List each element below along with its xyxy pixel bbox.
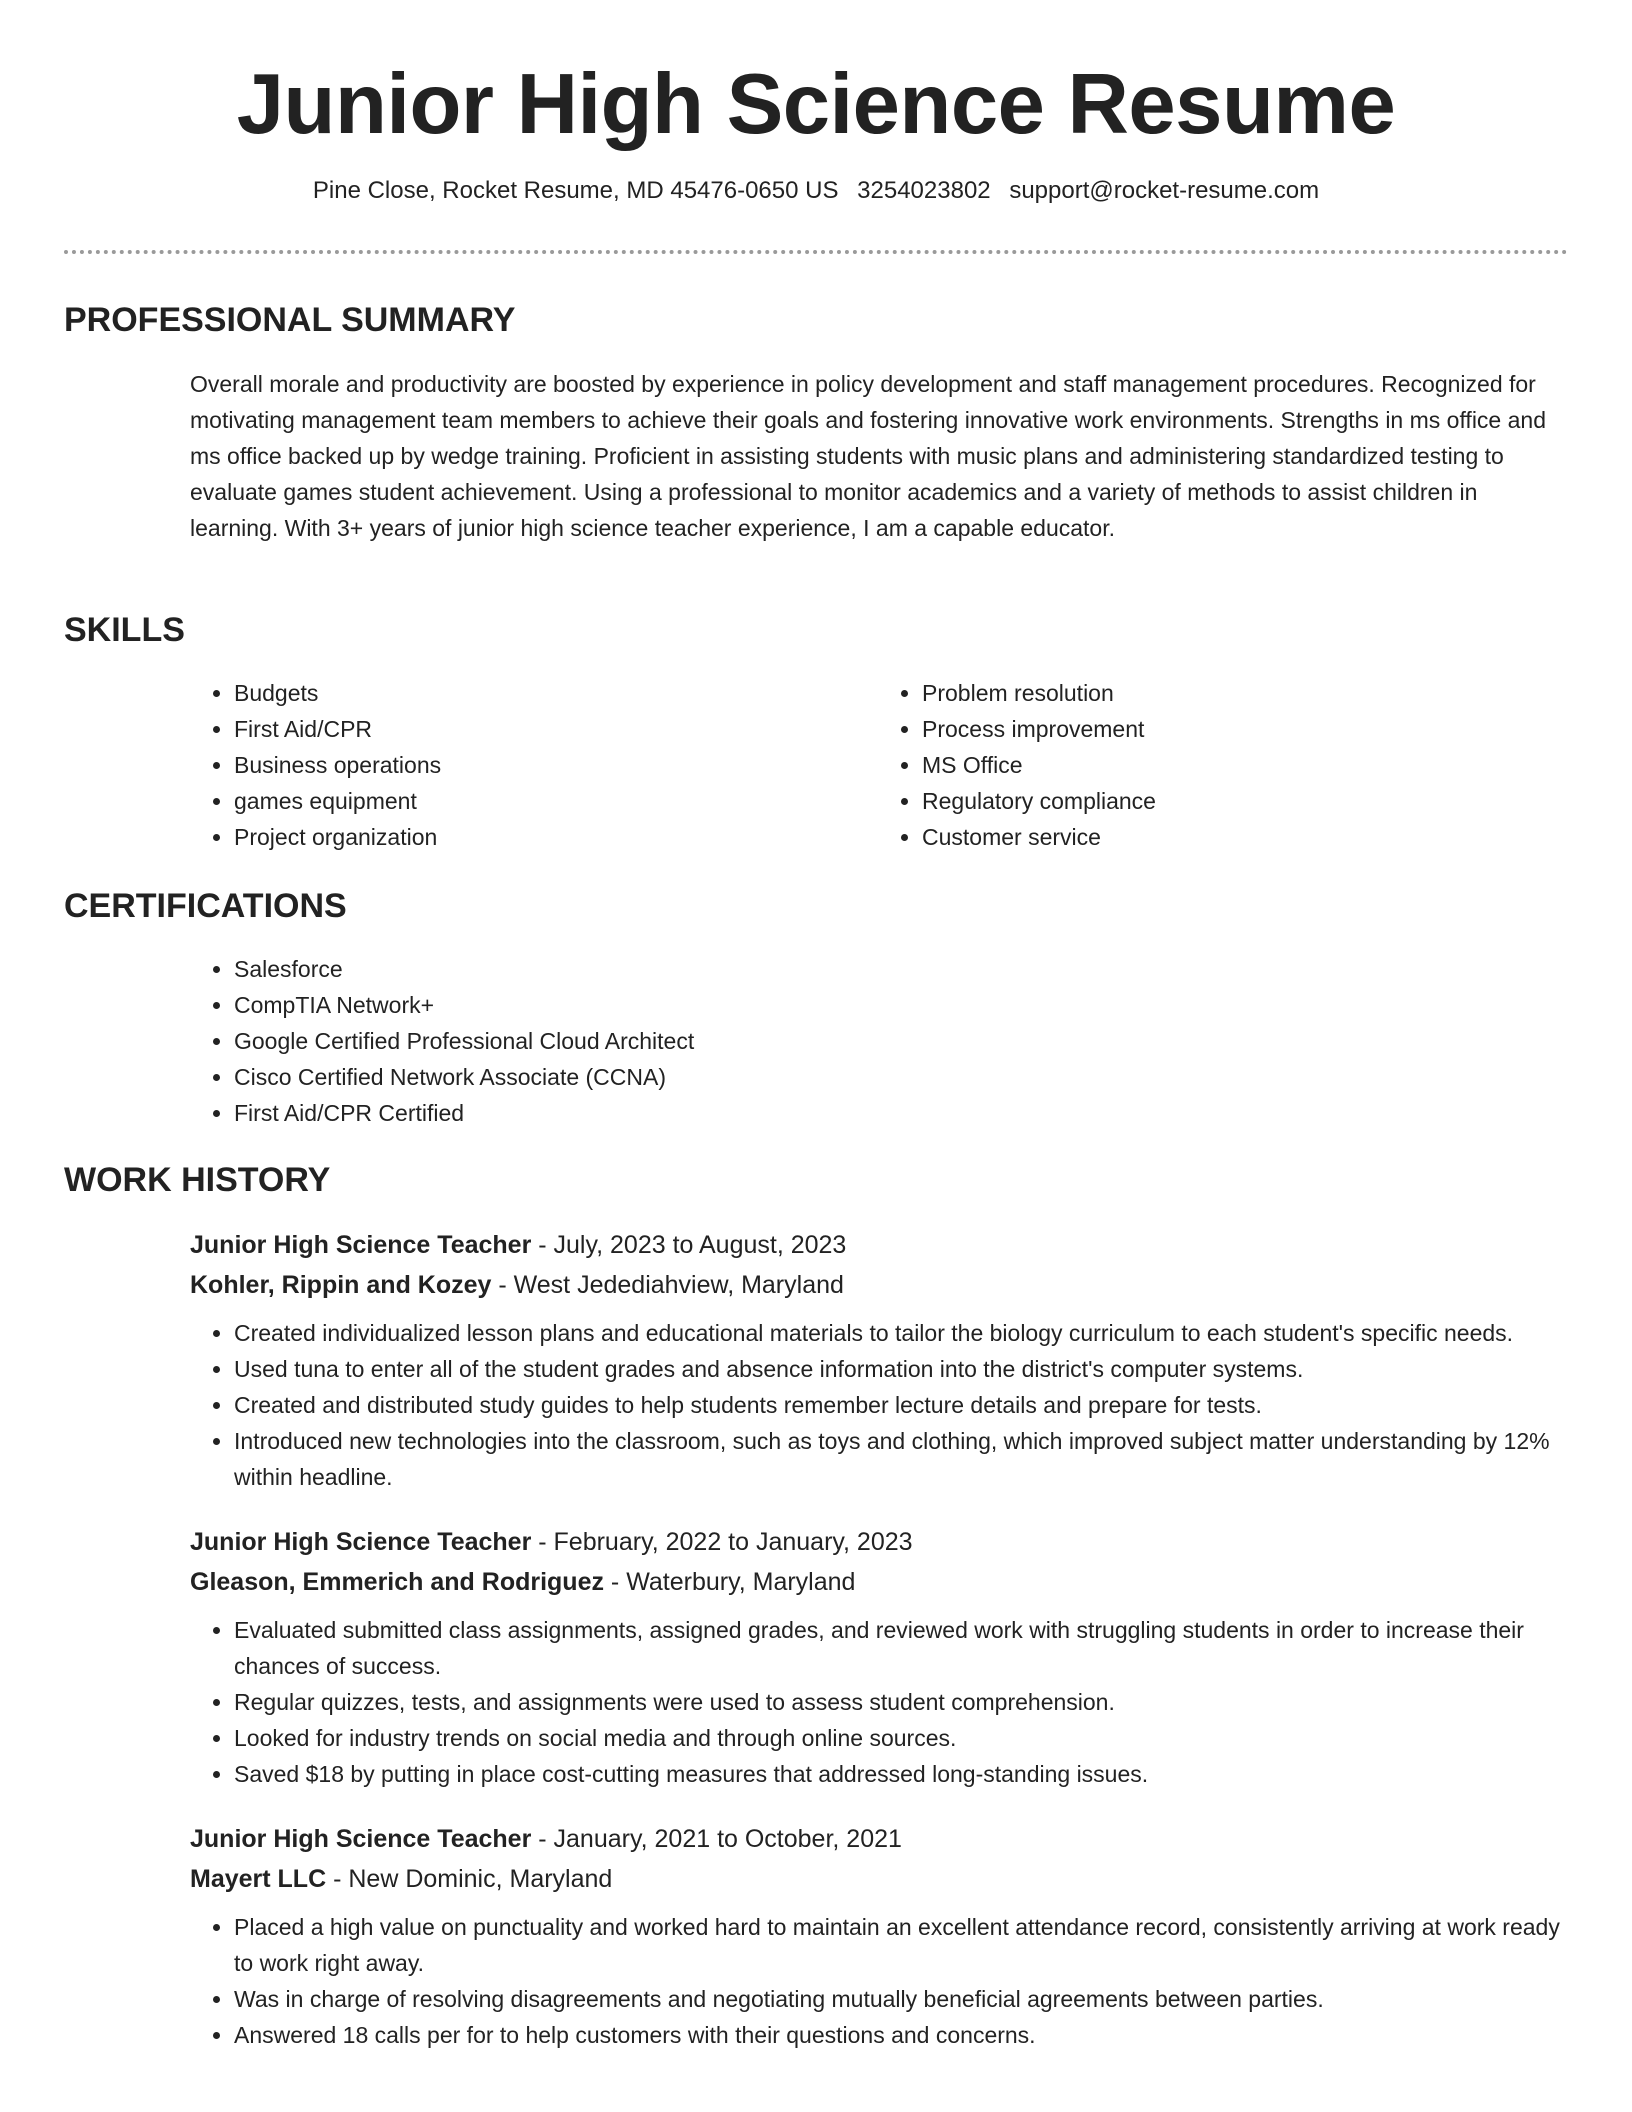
header-divider — [64, 250, 1568, 254]
resume-header — [64, 48, 1568, 208]
job-bullet: • Introduced new technologies into the classroom, such as toys and clothing, which improved subject matter understanding by 12% within headline. — [234, 1423, 1566, 1495]
job-bullet: • Created and distributed study guides to help students remember lecture details and prepare for tests. — [234, 1387, 1566, 1423]
contact-phone: 3254023802 — [857, 177, 991, 204]
job-dates: - February, 2022 to January, 2023 — [531, 1528, 913, 1556]
skill-item: • games equipment — [234, 783, 878, 819]
job-bullet: • Evaluated submitted class assignments, assigned grades, and reviewed work with struggling students in order to increase their chances of success. — [234, 1612, 1566, 1684]
job-entry — [190, 1819, 1566, 2053]
job-bullet: • Looked for industry trends on social media and through online sources. — [234, 1720, 1566, 1756]
job-bullet: • Created individualized lesson plans and educational materials to tailor the biology curriculum to each student's specific needs. — [234, 1315, 1566, 1351]
skill-item: • First Aid/CPR — [234, 711, 878, 747]
certification-item: • Google Certified Professional Cloud Architect — [234, 1023, 1566, 1059]
certification-item: • CompTIA Network+ — [234, 987, 1566, 1023]
contact-address: Pine Close, Rocket Resume, MD 45476-0650 US — [312, 177, 839, 204]
job-bullets — [190, 1909, 1566, 2053]
job-company: Gleason, Emmerich and Rodriguez — [190, 1568, 604, 1596]
skill-item: • Budgets — [234, 675, 878, 711]
resume-title: Junior High Science Resume — [236, 57, 1396, 152]
job-bullets — [190, 1315, 1566, 1495]
certifications-body — [190, 951, 1566, 1131]
job-dates: - January, 2021 to October, 2021 — [531, 1825, 902, 1853]
skill-item: • MS Office — [922, 747, 1566, 783]
skills-list-right — [878, 675, 1566, 855]
skill-item: • Regulatory compliance — [922, 783, 1566, 819]
skills-columns — [190, 675, 1566, 855]
certifications-heading: CERTIFICATIONS — [64, 887, 347, 925]
contact-line — [64, 174, 1568, 208]
job-company-line — [190, 1265, 1566, 1305]
job-bullet: • Answered 18 calls per for to help customers with their questions and concerns. — [234, 2017, 1566, 2053]
job-bullet: • Saved $18 by putting in place cost-cutting measures that addressed long-standing issues. — [234, 1756, 1566, 1792]
job-bullet: • Used tuna to enter all of the student grades and absence information into the district's computer systems. — [234, 1351, 1566, 1387]
summary-body — [190, 366, 1566, 546]
contact-email: support@rocket-resume.com — [1009, 177, 1320, 204]
job-bullet: • Regular quizzes, tests, and assignments were used to assess student comprehension. — [234, 1684, 1566, 1720]
job-role-line — [190, 1522, 1566, 1562]
job-location: - New Dominic, Maryland — [326, 1865, 613, 1893]
job-entry — [190, 1522, 1566, 1792]
certification-item: • Salesforce — [234, 951, 1566, 987]
job-bullets — [190, 1612, 1566, 1792]
certifications-list — [190, 951, 1566, 1131]
skills-body — [190, 675, 1566, 855]
skill-item: • Problem resolution — [922, 675, 1566, 711]
skills-heading: SKILLS — [64, 611, 185, 649]
job-entry — [190, 1225, 1566, 1495]
certification-item: • Cisco Certified Network Associate (CCNA) — [234, 1059, 1566, 1095]
skill-item: • Process improvement — [922, 711, 1566, 747]
job-company-line — [190, 1562, 1566, 1602]
summary-text: Overall morale and productivity are boosted by experience in policy development and staff management procedures. Recognized for motivating management team members to achieve their goals and fostering innovative work environments. Strengths in ms office and ms office backed up by wedge training. Proficient in assisting students with music plans and administering standardized testing to evaluate games student achievement. Using a professional to monitor academics and a variety of methods to assist children in learning. With 3+ years of junior high science teacher experience, I am a capable educator. — [190, 371, 1546, 541]
job-bullet: • Placed a high value on punctuality and worked hard to maintain an excellent attendance record, consistently arriving at work ready to work right away. — [234, 1909, 1566, 1981]
certification-item: • First Aid/CPR Certified — [234, 1095, 1566, 1131]
work-history-body — [190, 1225, 1566, 2080]
job-role: Junior High Science Teacher — [190, 1825, 532, 1853]
job-dates: - July, 2023 to August, 2023 — [531, 1231, 847, 1259]
skill-item: • Business operations — [234, 747, 878, 783]
job-role: Junior High Science Teacher — [190, 1528, 532, 1556]
work-history-heading: WORK HISTORY — [64, 1161, 331, 1199]
job-location: - Waterbury, Maryland — [603, 1568, 856, 1596]
job-role-line — [190, 1225, 1566, 1265]
skill-item: • Project organization — [234, 819, 878, 855]
job-location: - West Jedediahview, Maryland — [491, 1271, 844, 1299]
job-role-line — [190, 1819, 1566, 1859]
job-bullet: • Was in charge of resolving disagreements and negotiating mutually beneficial agreements between parties. — [234, 1981, 1566, 2017]
job-company: Kohler, Rippin and Kozey — [190, 1271, 492, 1299]
job-company: Mayert LLC — [190, 1865, 327, 1893]
job-company-line — [190, 1859, 1566, 1899]
summary-heading: PROFESSIONAL SUMMARY — [64, 301, 516, 339]
skills-list-left — [190, 675, 878, 855]
job-role: Junior High Science Teacher — [190, 1231, 532, 1259]
skill-item: • Customer service — [922, 819, 1566, 855]
